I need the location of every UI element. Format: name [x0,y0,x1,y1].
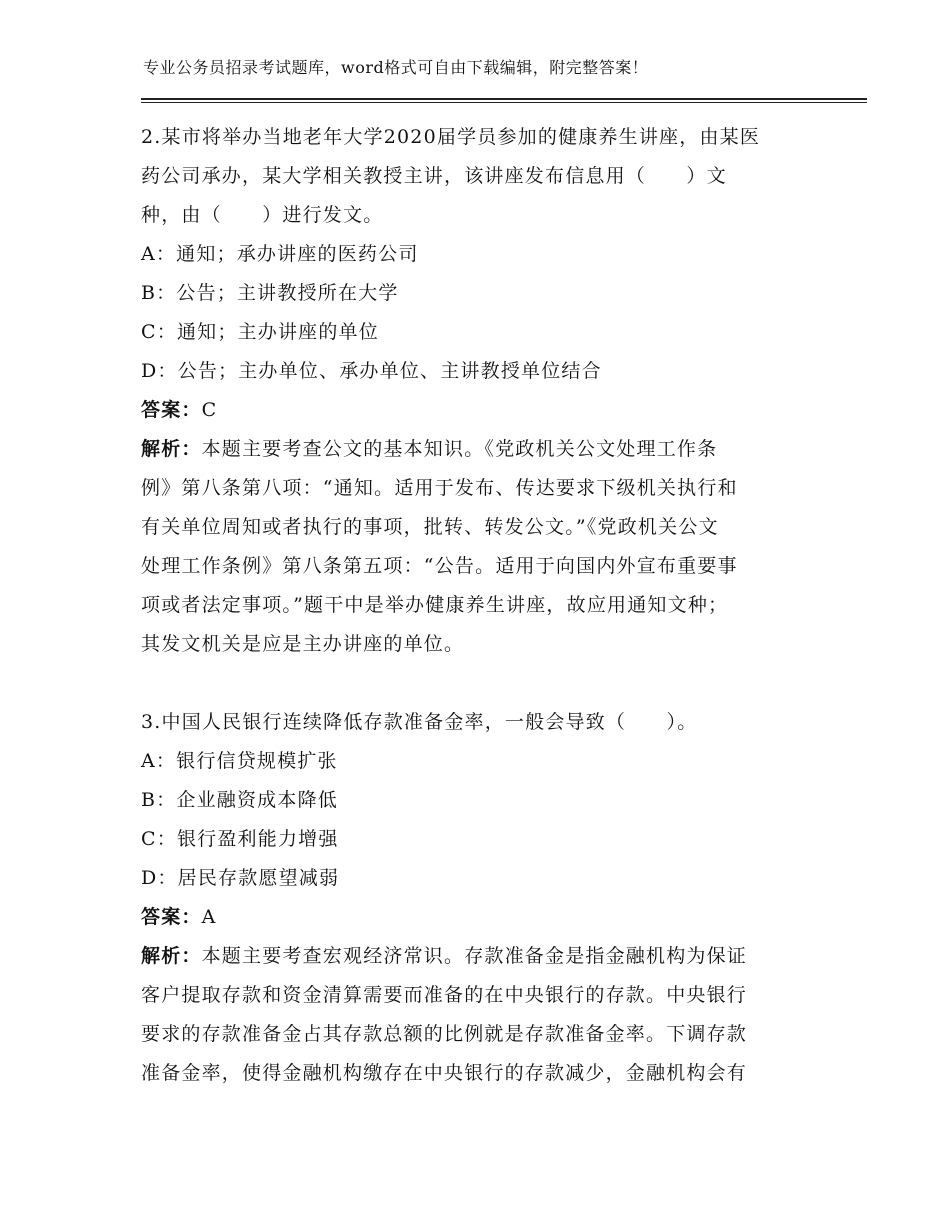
analysis-line: 处理工作条例》第八条第五项：“公告。适用于向国内外宣布重要事 [141,555,738,577]
analysis-label: 解析： [141,438,202,460]
option-c: C：银行盈利能力增强 [141,828,339,850]
analysis-line: 例》第八条第八项：“通知。适用于发布、传达要求下级机关执行和 [141,477,738,499]
question-list [141,118,806,1093]
analysis-line: 准备金率，使得金融机构缴存在中央银行的存款减少，金融机构会有 [141,1062,748,1084]
analysis-line: 项或者法定事项。”题干中是举办健康养生讲座，故应用通知文种； [141,594,729,616]
page-header: 专业公务员招录考试题库，word格式可自由下载编辑，附完整答案！ [143,58,649,77]
analysis-line: 有关单位周知或者执行的事项，批转、转发公文。”《党政机关公文 [141,516,719,538]
question-stem-line: 2.某市将举办当地老年大学2020届学员参加的健康养生讲座，由某医 [141,126,761,148]
answer-label: 答案： [141,399,202,421]
question-3 [141,703,806,1093]
answer-value: C [201,399,218,421]
option-a: A：银行信贷规模扩张 [141,750,338,772]
analysis-text: 本题主要考查宏观经济常识。存款准备金是指金融机构为保证 [201,945,748,967]
question-stem-line: 3.中国人民银行连续降低存款准备金率，一般会导致（ ）。 [141,711,698,733]
answer-row [141,391,806,430]
answer-label: 答案： [141,906,202,928]
option-d: D：居民存款愿望减弱 [141,867,340,889]
option-a: A：通知；承办讲座的医药公司 [141,243,419,265]
question-stem-line: 种，由（ ）进行发文。 [141,204,384,226]
question-2 [141,118,806,664]
header-rule-thick [141,98,867,100]
option-b: B：公告；主讲教授所在大学 [141,282,399,304]
question-stem-line: 药公司承办，某大学相关教授主讲，该讲座发布信息用（ ）文 [141,165,727,187]
analysis-text: 本题主要考查公文的基本知识。《党政机关公文处理工作条 [201,438,718,460]
analysis-line: 其发文机关是应是主办讲座的单位。 [141,633,465,655]
answer-value: A [201,906,217,928]
answer-row [141,898,806,937]
analysis-line: 客户提取存款和资金清算需要而准备的在中央银行的存款。中央银行 [141,984,748,1006]
analysis-label: 解析： [141,945,202,967]
analysis-line [141,937,806,976]
option-c: C：通知；主办讲座的单位 [141,321,379,343]
header-rule-thin [141,102,867,103]
question-spacer [141,664,806,703]
analysis-line [141,430,806,469]
option-b: B：企业融资成本降低 [141,789,338,811]
option-d: D：公告；主办单位、承办单位、主讲教授单位结合 [141,360,602,382]
analysis-line: 要求的存款准备金占其存款总额的比例就是存款准备金率。下调存款 [141,1023,748,1045]
